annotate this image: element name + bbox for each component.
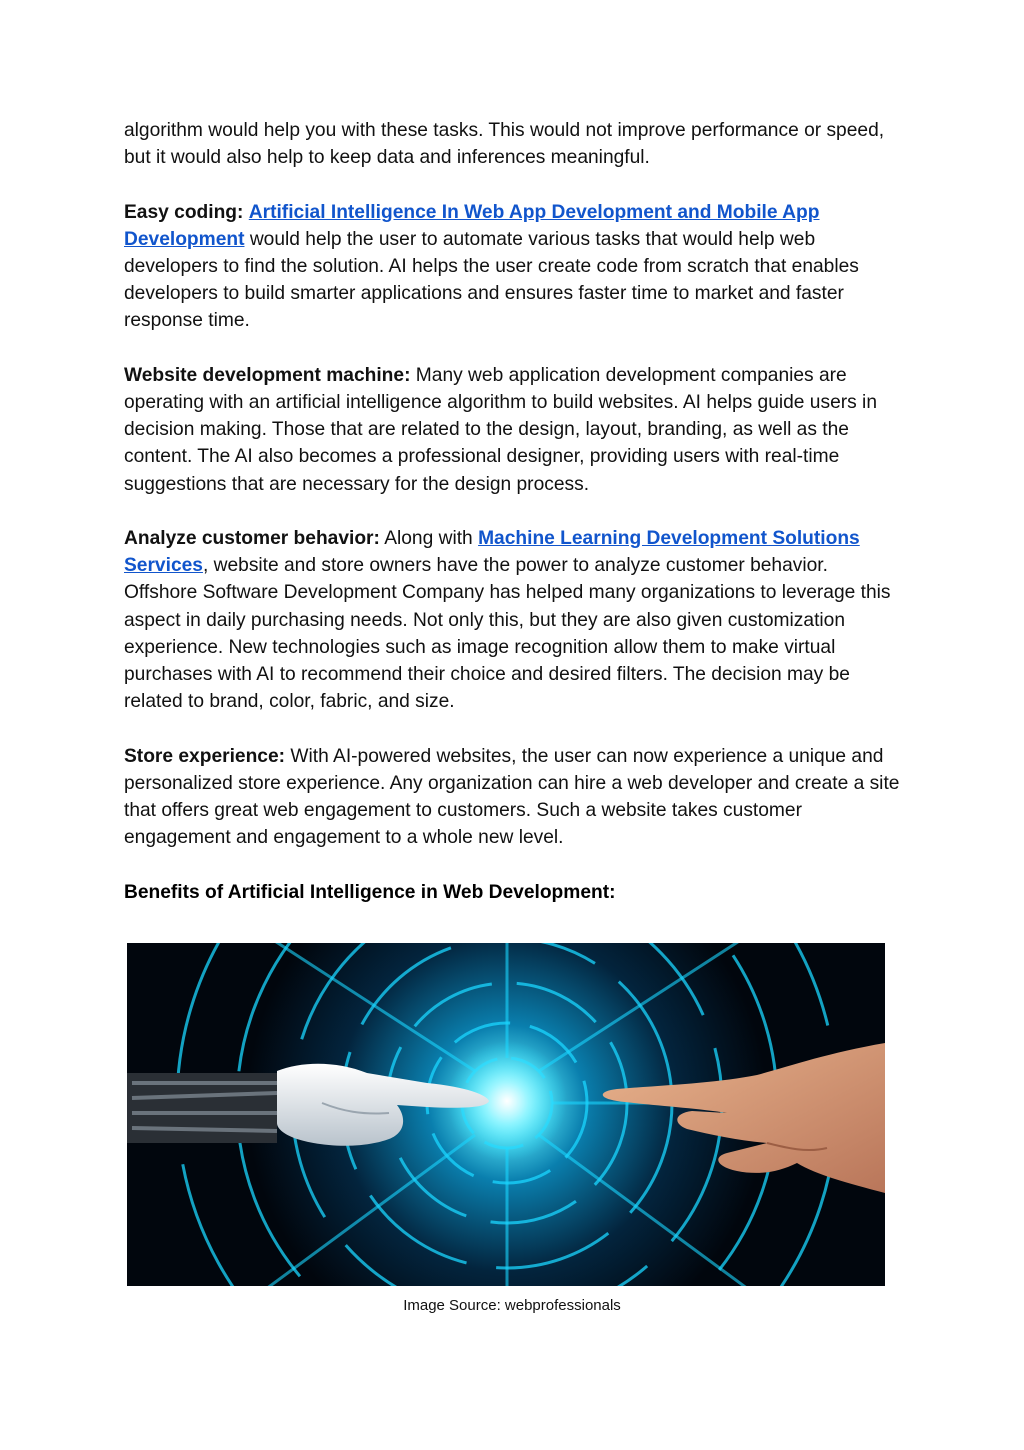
ai-hands-image — [127, 943, 885, 1286]
ai-web-app-dev-link[interactable]: Artificial Intelligence In Web App Development and Mobile App Development — [124, 201, 820, 250]
analyze-behavior-body-end: , website and store owners have the power to analyze customer behavior. Offshore Software Development Company has helped many organizations to leverage this aspect in daily purchasing needs. Not only this, but they are also given customization experience. New technologies such as image recognition allow them to make virtual purchases with AI to recommend their choice and desired filters. The decision may be related to brand, color, fabric, and size. — [124, 555, 891, 713]
benefits-heading: Benefits of Artificial Intelligence in Web Development: — [124, 881, 616, 903]
easy-coding-label: Easy coding: — [124, 201, 244, 223]
paragraph-analyze-behavior — [124, 525, 900, 715]
analyze-behavior-body-start: Along with — [379, 528, 479, 549]
figure-caption: Image Source: webprofessionals — [403, 1297, 621, 1314]
website-machine-body: Many web application development companies are operating with an artificial intelligence algorithm to build websites. AI helps guide users in decision making. Those that are related to the design, layout, branding, as well as the content. The AI also becomes a professional designer, providing users with real-time suggestions that are necessary for the design process. — [124, 364, 877, 495]
analyze-behavior-label: Analyze customer behavior: — [124, 528, 380, 549]
store-experience-body: With AI-powered websites, the user can now experience a unique and personalized store experience. Any organization can hire a web developer and create a site that offers great web engagement to customers. Such a website takes customer engagement and engagement to a whole new level. — [124, 745, 900, 849]
website-machine-label: Website development machine: — [124, 364, 411, 386]
paragraph-store-experience — [124, 743, 900, 852]
paragraph-intro: algorithm would help you with these tasks. This would not improve performance or speed, but it would also help to keep data and inferences meaningful. — [124, 120, 885, 169]
paragraph-easy-coding — [124, 199, 900, 335]
store-experience-label: Store experience: — [124, 745, 286, 767]
paragraph-website-machine — [124, 362, 900, 498]
easy-coding-body: would help the user to automate various tasks that would help web developers to find the solution. AI helps the user create code from scratch that enables developers to build smarter applications and ensures faster time to market and faster response time. — [124, 228, 859, 332]
document-body — [124, 117, 900, 906]
ml-dev-services-link[interactable]: Machine Learning Development Solutions Services — [124, 528, 860, 577]
